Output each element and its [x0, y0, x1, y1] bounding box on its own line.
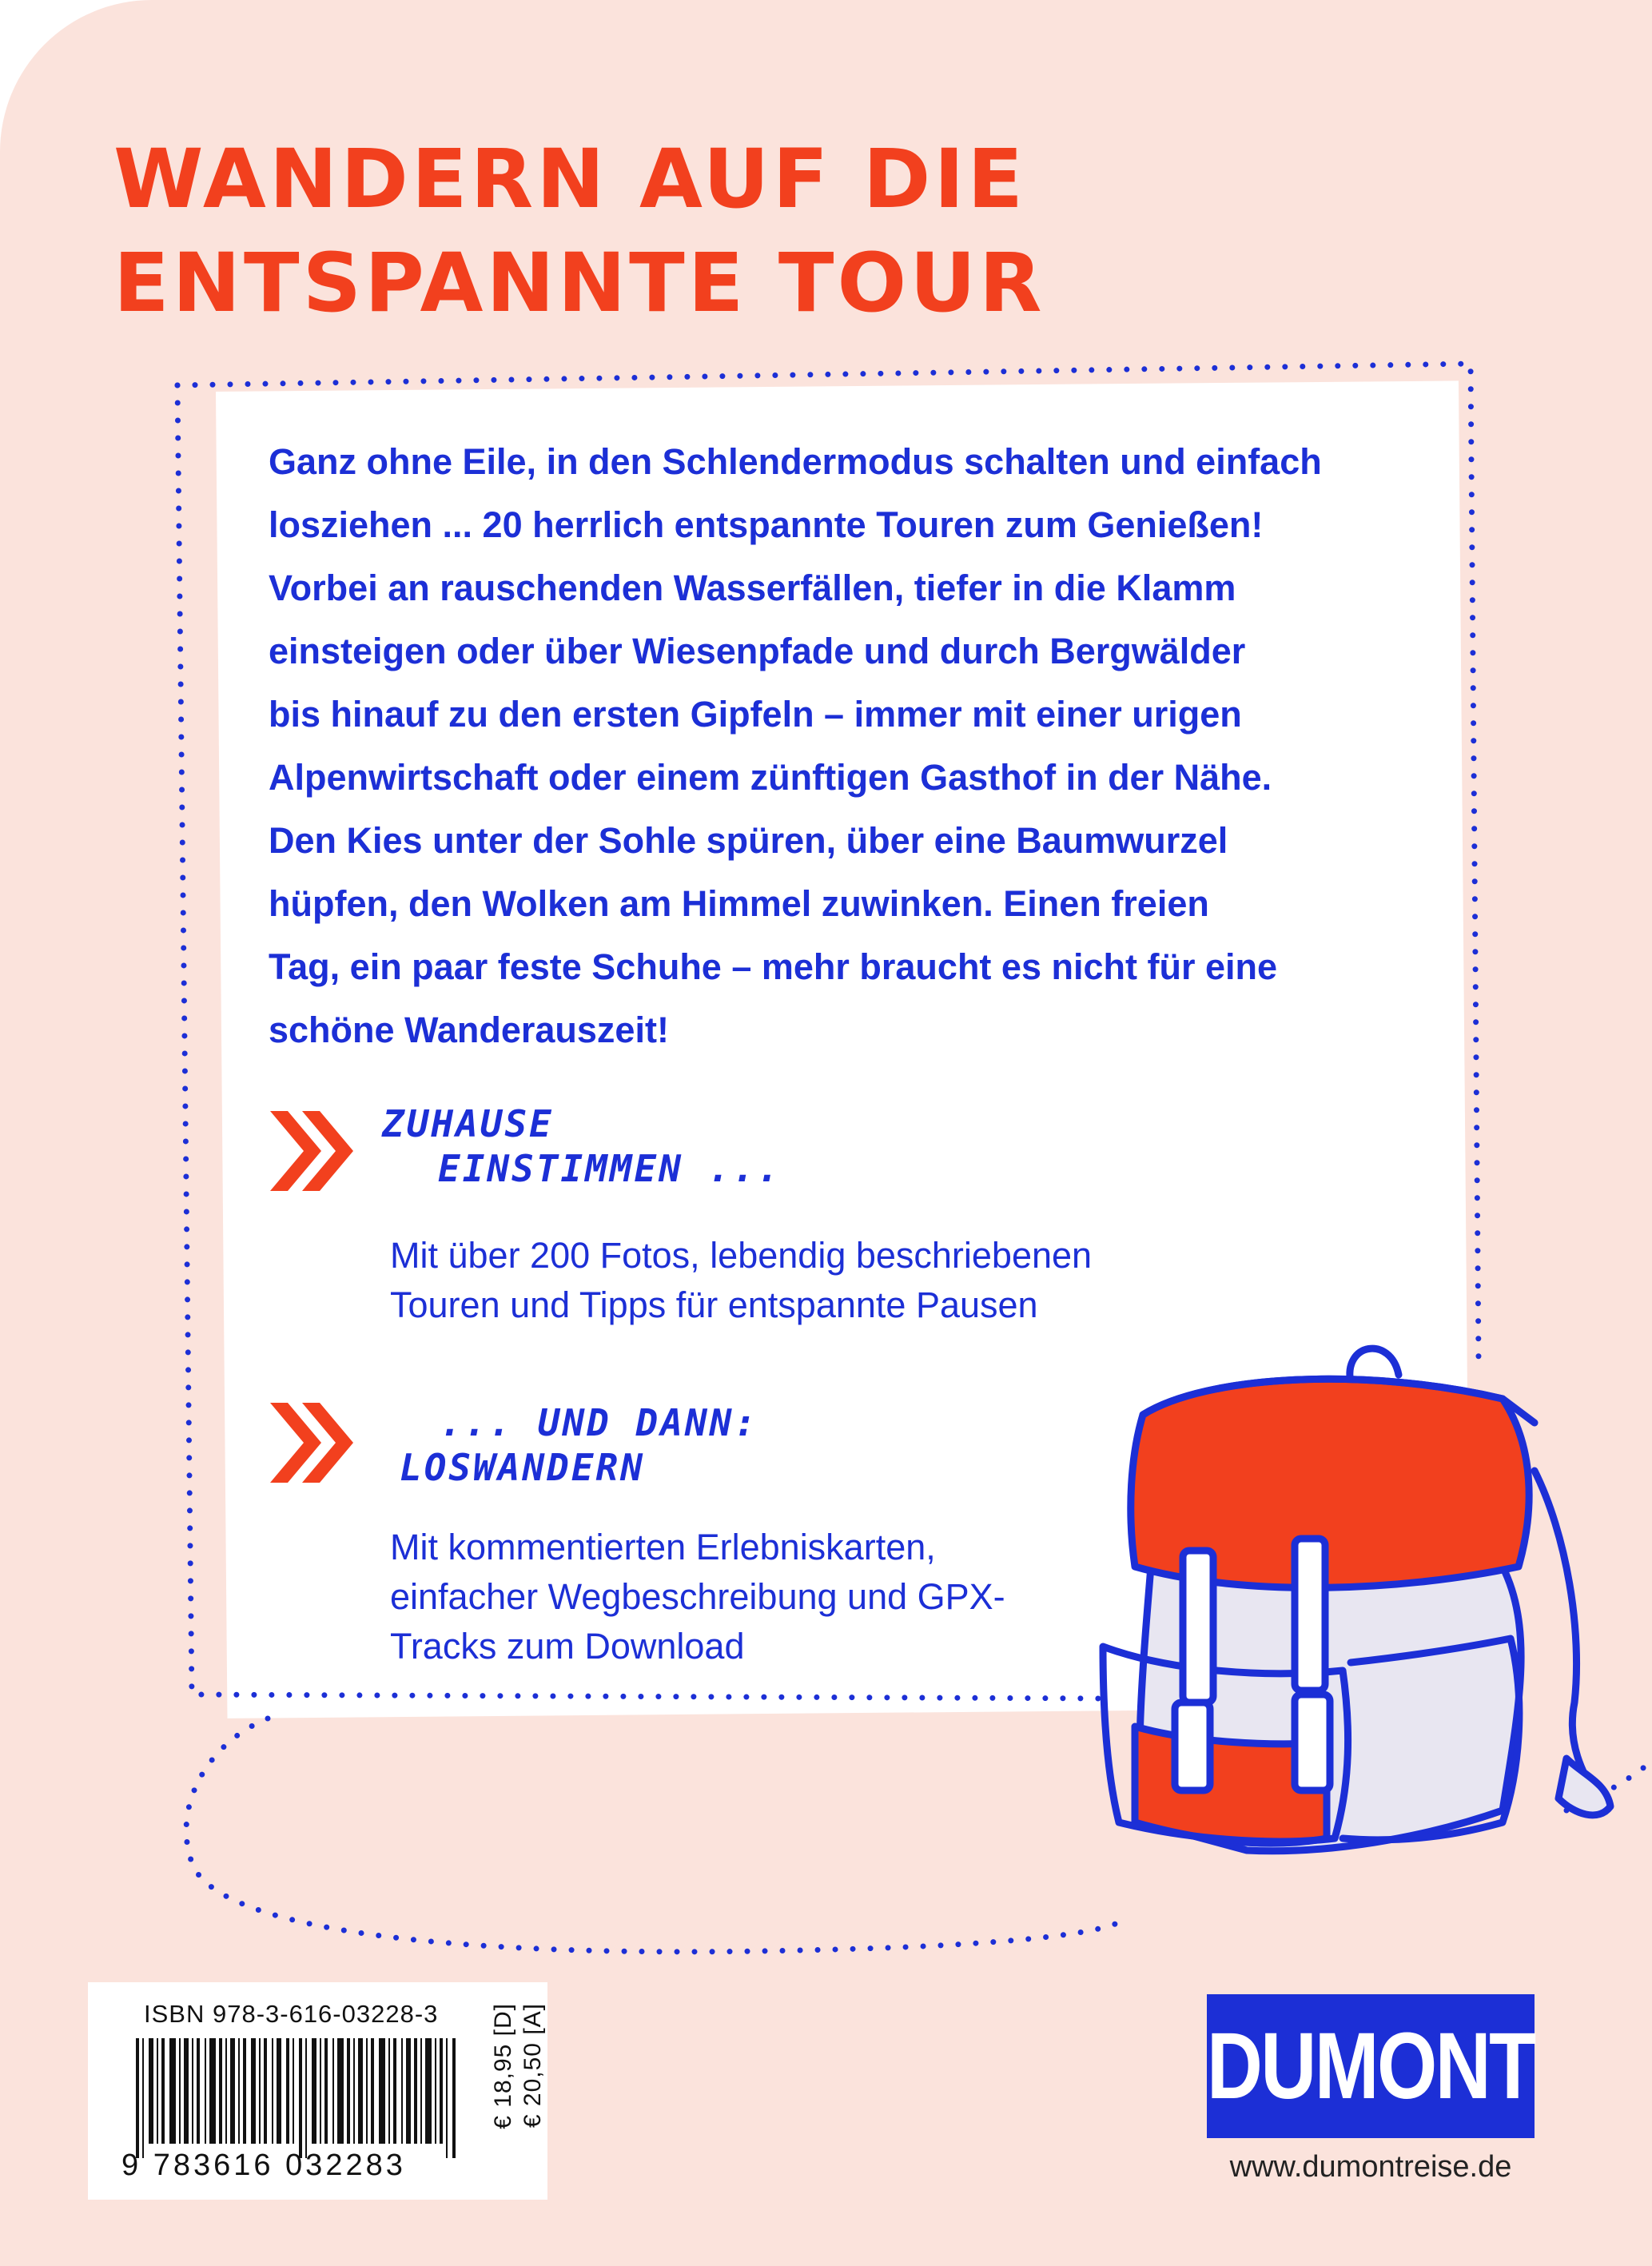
- isbn-digits: 9 783616 032283: [121, 2149, 406, 2182]
- intro-line: Tag, ein paar feste Schuhe – mehr braucht es nicht für eine: [269, 946, 1277, 987]
- chevron-double-right-icon: [264, 1103, 353, 1199]
- feature-text-line: einfacher Wegbeschreibung und GPX-: [390, 1576, 1005, 1617]
- intro-line: Alpenwirtschaft oder einem zünftigen Gasthof in der Nähe.: [269, 757, 1272, 798]
- intro-line: Den Kies unter der Sohle spüren, über eine Baumwurzel: [269, 820, 1228, 861]
- intro-line: hüpfen, den Wolken am Himmel zuwinken. Einen freien: [269, 883, 1209, 924]
- headline-line-2: ENTSPANNTE TOUR: [113, 236, 1045, 331]
- feature-text-1: [390, 1231, 1092, 1330]
- isbn-box: [88, 1982, 547, 2200]
- backpack-illustration: [1087, 1327, 1614, 1886]
- price-germany: € 18,95 [D]: [490, 2003, 516, 2129]
- chevron-double-right-icon: [264, 1395, 353, 1491]
- intro-line: bis hinauf zu den ersten Gipfeln – immer mit einer urigen: [269, 694, 1242, 735]
- headline-line-1: WANDERN AUF DIE: [113, 132, 1027, 227]
- feature-text-line: Touren und Tipps für entspannte Pausen: [390, 1284, 1038, 1325]
- feature-text-line: Mit über 200 Fotos, lebendig beschriebenen: [390, 1235, 1093, 1276]
- intro-line: losziehen ... 20 herrlich entspannte Touren zum Genießen!: [269, 504, 1264, 545]
- intro-line: schöne Wanderauszeit!: [269, 1010, 669, 1050]
- isbn-label: ISBN 978-3-616-03228-3: [144, 2000, 439, 2028]
- intro-line: Ganz ohne Eile, in den Schlendermodus schalten und einfach: [269, 441, 1322, 482]
- publisher-logo-text: DUMONT: [1207, 2013, 1535, 2119]
- feature-title-line: EINSTIMMEN ...: [438, 1147, 782, 1190]
- feature-title-line: LOSWANDERN: [400, 1446, 645, 1489]
- feature-title-line: ZUHAUSE: [382, 1102, 554, 1145]
- publisher-url[interactable]: www.dumontreise.de: [1229, 2150, 1512, 2184]
- intro-paragraph: [269, 430, 1419, 1061]
- feature-title-2: [400, 1400, 758, 1490]
- feature-text-2: [390, 1523, 1005, 1671]
- feature-text-line: Mit kommentierten Erlebniskarten,: [390, 1527, 936, 1567]
- feature-title-line: ... UND DANN:: [440, 1401, 759, 1444]
- intro-line: einsteigen oder über Wiesenpfade und durch Bergwälder: [269, 631, 1246, 671]
- intro-line: Vorbei an rauschenden Wasserfällen, tiefer in die Klamm: [269, 567, 1236, 608]
- feature-title-1: [382, 1101, 782, 1191]
- publisher-logo: [1207, 1994, 1535, 2138]
- price-austria: € 20,50 [A]: [519, 2003, 546, 2129]
- feature-text-line: Tracks zum Download: [390, 1626, 745, 1667]
- barcode: [136, 2038, 472, 2158]
